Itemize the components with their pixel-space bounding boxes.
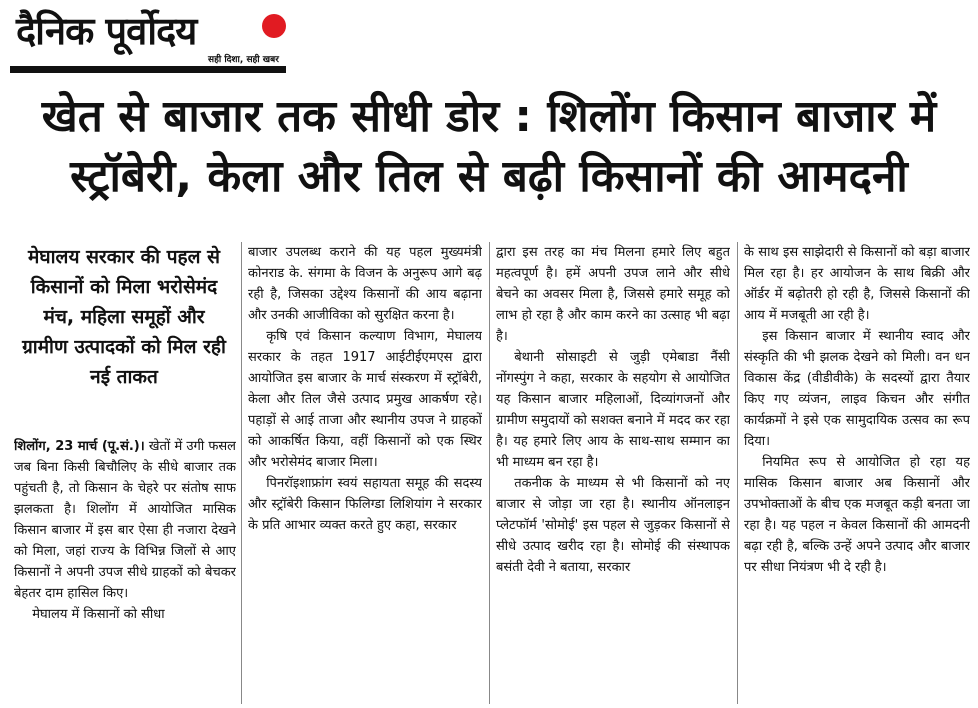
paragraph: मेघालय में किसानों को सीधा (32, 607, 165, 622)
paragraph: नियमित रूप से आयोजित हो रहा यह मासिक किसान बाजार अब किसानों और उपभोक्ताओं के बीच एक मजबूत कड़ी बनता जा रहा है। यह पहल न केवल किसानों की आमदनी बढ़ा रही है, बल्कि उन्हें अपने उत्पाद और बाजार पर सीधा नियंत्रण भी दे रही है। (744, 455, 970, 575)
paragraph: इस किसान बाजार में स्थानीय स्वाद और संस्कृति की भी झलक देखने को मिली। वन धन विकास केंद्र (वीडीवीके) के सदस्यों द्वारा तैयार किए गए व्यंजन, लाइव किचन और संगीत कार्यक्रमों ने इसे एक सामुदायिक उत्सव का रूप दिया। (744, 329, 970, 449)
logo-seal-icon (262, 14, 286, 38)
paragraph (14, 436, 236, 604)
article-column-1 (14, 436, 236, 704)
headline (0, 88, 978, 208)
newspaper-logo: दैनिक पूर्वोदय (16, 8, 197, 53)
column-divider (489, 242, 490, 704)
dateline: शिलोंग, 23 मार्च (पू.सं.)। (14, 439, 145, 454)
paragraph: पिनरॉइशाफ्रांग स्वयं सहायता समूह की सदस्य और स्ट्रॉबेरी किसान फिलिग्डा लिशियांग ने सरकार के प्रति आभार व्यक्त करते हुए कहा, सरकार (248, 476, 482, 533)
paragraph-text: खेतों में उगी फसल जब बिना किसी बिचौलिए के सीधे बाजार तक पहुंचती है, तो किसान के चेहरे पर संतोष साफ झलकता है। शिलोंग में आयोजित मासिक किसान बाजार में इस बार ऐसा ही नजारा देखने को मिला, जहां राज्य के विभिन्न जिलों से आए किसानों ने अपनी उपज सीधे ग्राहकों को बेचकर बेहतर दाम हासिल किए। (14, 439, 236, 601)
article-column-2 (248, 242, 482, 704)
masthead (10, 4, 290, 76)
article-column-4 (744, 242, 970, 704)
headline-line-1: खेत से बाजार तक सीधी डोर : शिलोंग किसान बाजार में (41, 91, 937, 142)
paragraph: तकनीक के माध्यम से भी किसानों को नए बाजार से जोड़ा जा रहा है। स्थानीय ऑनलाइन प्लेटफॉर्म 'सोमोई' इस पहल से जुड़कर किसानों से सीधे उत्पाद खरीद रहा है। सोमोई की संस्थापक बसंती देवी ने बताया, सरकार (496, 476, 730, 575)
headline-line-2: स्ट्रॉबेरी, केला और तिल से बढ़ी किसानों की आमदनी (70, 151, 908, 202)
paragraph: कृषि एवं किसान कल्याण विभाग, मेघालय सरकार के तहत 1917 आईटीईएमएस द्वारा आयोजित इस बाजार के मार्च संस्करण में स्ट्रॉबेरी, केला और तिल जैसे उत्पाद प्रमुख आकर्षण रहे। पहाड़ों से आई ताजा और स्थानीय उपज ने ग्राहकों को आकर्षित किया, वहीं किसानों को एक स्थिर और भरोसेमंद बाजार मिला। (248, 329, 482, 470)
paragraph: बाजार उपलब्ध कराने की यह पहल मुख्यमंत्री कोनराड के. संगमा के विजन के अनुरूप आगे बढ़ रही है, जिसका उद्देश्य किसानों की आय बढ़ाना और उनकी आजीविका को सुरक्षित करना है। (248, 245, 482, 323)
paragraph: द्वारा इस तरह का मंच मिलना हमारे लिए बहुत महत्वपूर्ण है। हमें अपनी उपज लाने और सीधे बेचने का अवसर मिला है, जिससे हमारे समूह को लाभ हो रहा है और काम करने का उत्साह भी बढ़ा है। (496, 245, 730, 344)
paragraph: बेथानी सोसाइटी से जुड़ी एमेबाडा नैंसी नोंगस्पुंग ने कहा, सरकार के सहयोग से आयोजित यह किसान बाजार महिलाओं, दिव्यांगजनों और ग्रामीण समुदायों को सशक्त बनाने में मदद कर रहा है। यह हमारे लिए आय के साथ-साथ सम्मान का भी माध्यम बन रहा है। (496, 350, 730, 470)
masthead-tagline: सही दिशा, सही खबर (208, 55, 279, 65)
masthead-bar (10, 66, 286, 73)
column-divider (241, 242, 242, 704)
subheadline: मेघालय सरकार की पहल से किसानों को मिला भरोसेमंद मंच, महिला समूहों और ग्रामीण उत्पादकों को मिल रही नई ताकत (22, 246, 226, 388)
column-divider (737, 242, 738, 704)
article-column-3 (496, 242, 730, 704)
paragraph: के साथ इस साझेदारी से किसानों को बड़ा बाजार मिल रहा है। हर आयोजन के साथ बिक्री और ऑर्डर में बढ़ोतरी हो रही है, जिससे किसानों की आय में मजबूती आ रही है। (744, 245, 970, 323)
